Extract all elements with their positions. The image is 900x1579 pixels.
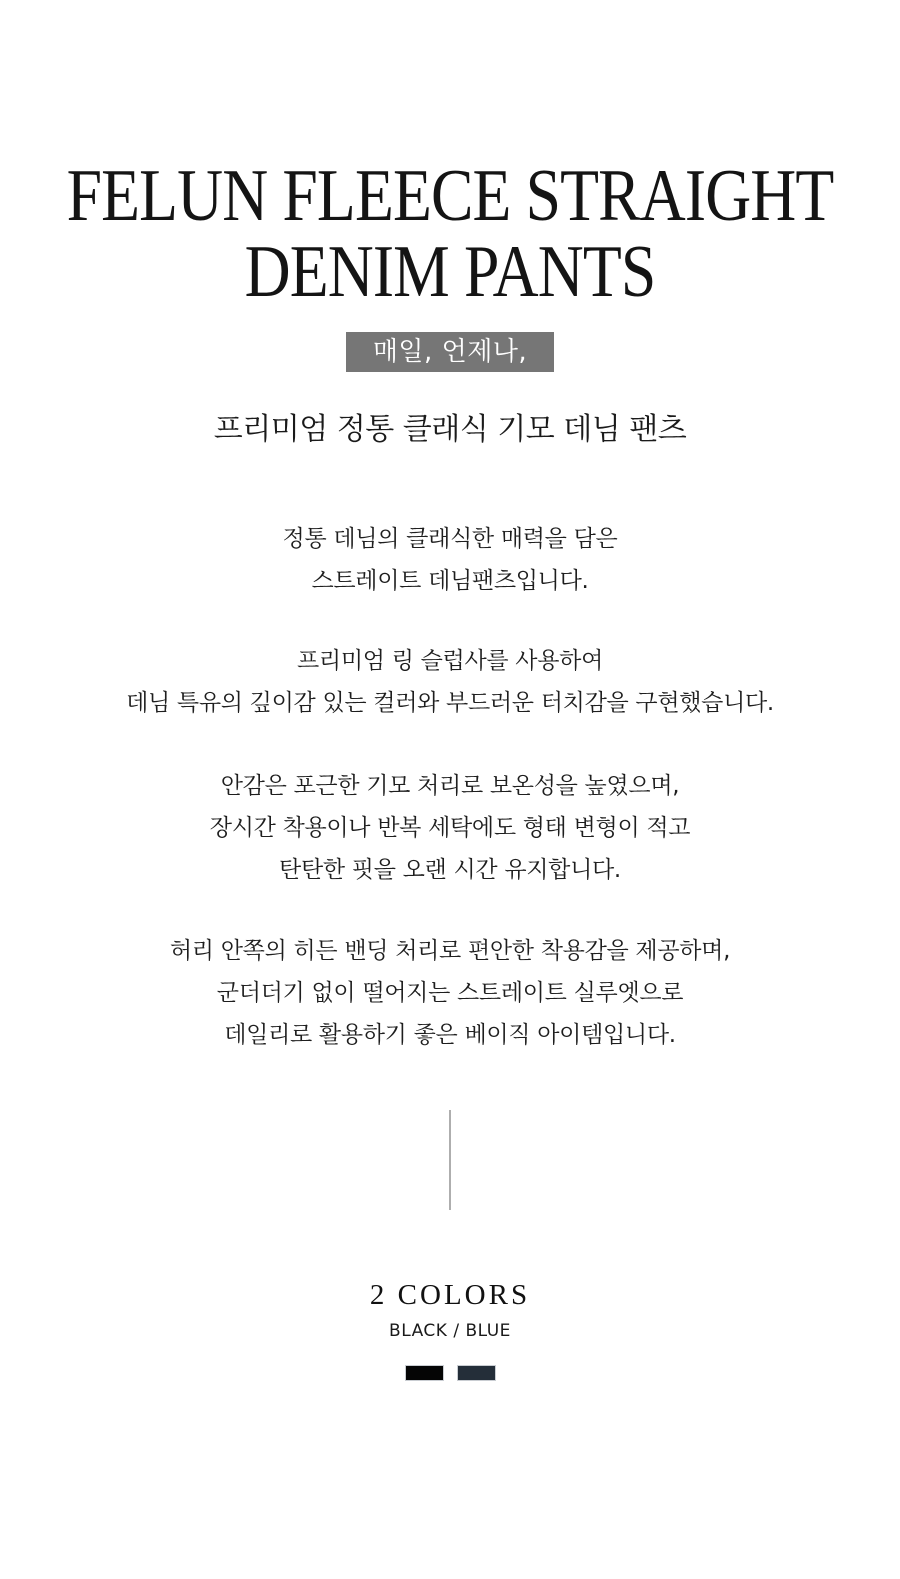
description-line: 정통 데님의 클래식한 매력을 담은: [282, 526, 618, 552]
description-line: 허리 안쪽의 히든 밴딩 처리로 편안한 착용감을 제공하며,: [169, 938, 731, 964]
description-line: 스트레이트 데님팬츠입니다.: [311, 568, 589, 594]
description-line: 군더더기 없이 떨어지는 스트레이트 실루엣으로: [216, 980, 684, 1006]
description-paragraph-4: [0, 930, 900, 1056]
color-swatch-blue: [457, 1365, 496, 1381]
description-line: 장시간 착용이나 반복 세탁에도 형태 변형이 적고: [209, 815, 691, 841]
description-line: 안감은 포근한 기모 처리로 보온성을 높였으며,: [220, 773, 680, 799]
product-title: [63, 155, 837, 313]
description-line: 프리미엄 링 슬럽사를 사용하여: [297, 648, 603, 674]
product-title-line-1: FELUN FLEECE STRAIGHT: [66, 155, 834, 237]
description-paragraph-1: [0, 518, 900, 602]
description-paragraph-2: [0, 640, 900, 724]
description-line: 데일리로 활용하기 좋은 베이직 아이템입니다.: [224, 1022, 676, 1048]
product-title-line-2: DENIM PANTS: [244, 231, 656, 313]
color-names-label: BLACK / BLUE: [389, 1321, 511, 1341]
tagline-badge: 매일, 언제나,: [346, 332, 554, 372]
color-swatch-black: [405, 1365, 444, 1381]
colors-heading: 2 COLORS: [369, 1279, 531, 1311]
vertical-divider: [449, 1110, 451, 1210]
description-paragraph-3: [0, 765, 900, 891]
color-swatches: [0, 1365, 900, 1381]
description-line: 데님 특유의 깊이감 있는 컬러와 부드러운 터치감을 구현했습니다.: [126, 690, 774, 716]
description-line: 탄탄한 핏을 오랜 시간 유지합니다.: [279, 857, 621, 883]
product-subtitle: 프리미엄 정통 클래식 기모 데님 팬츠: [213, 412, 687, 447]
tagline-badge-row: [0, 332, 900, 372]
